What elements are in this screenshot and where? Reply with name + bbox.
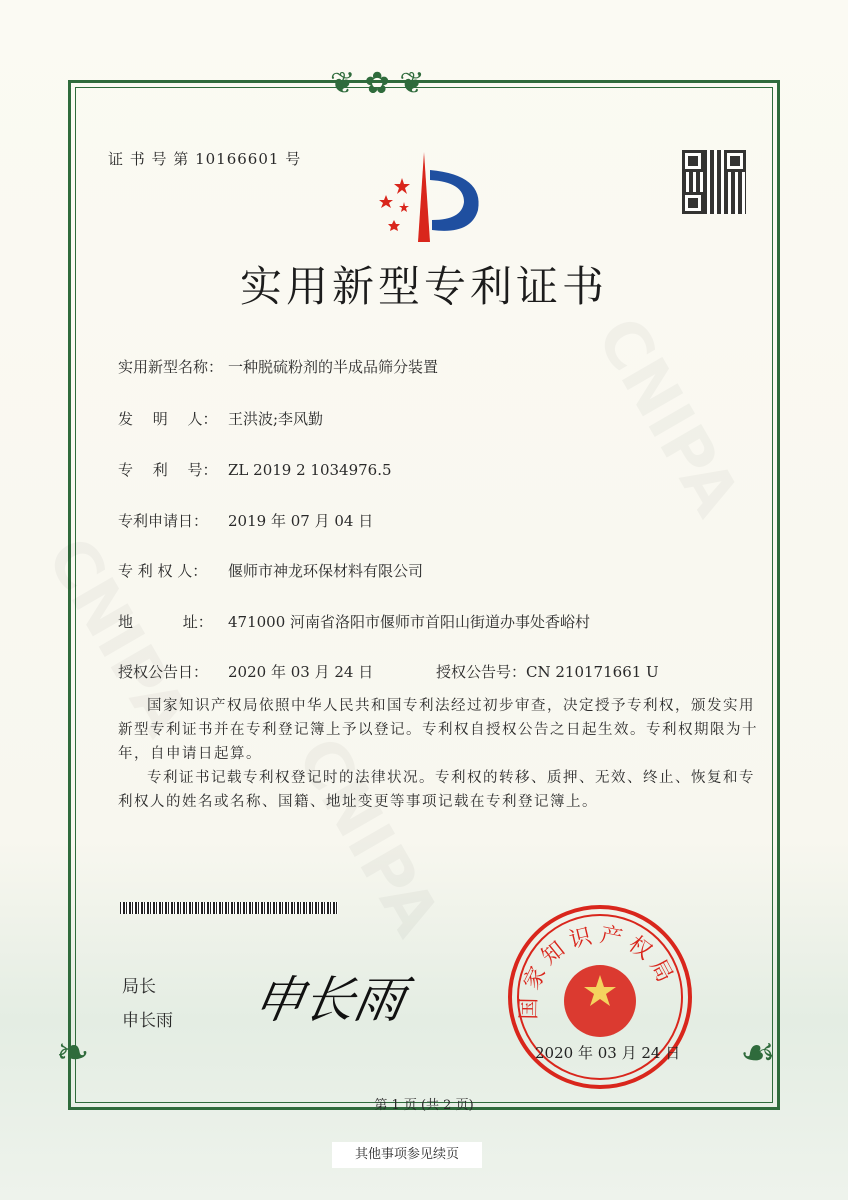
field-patent-number bbox=[118, 459, 392, 480]
qr-code bbox=[682, 150, 746, 214]
field-value: 2020 年 03 月 24 日 bbox=[228, 663, 374, 681]
field-value: 2019 年 07 月 04 日 bbox=[228, 512, 374, 530]
handwritten-signature: 申长雨 bbox=[249, 971, 410, 1029]
ornament-bottom-right: ☙ bbox=[740, 1030, 776, 1076]
field-label: 发 明 人： bbox=[118, 410, 218, 428]
statement-paragraph: 国家知识产权局依照中华人民共和国专利法经过初步审查，决定授予专利权，颁发实用新型专利证书并在专利登记簿上予以登记。专利权自授权公告之日起生效。专利权期限为十年，自申请日起算。 bbox=[118, 698, 758, 762]
field-label: 实用新型名称： bbox=[118, 358, 224, 376]
statement-paragraph: 专利证书记载专利权登记时的法律状况。专利权的转移、质押、无效、终止、恢复和专利权人的姓名或名称、国籍、地址变更等事项记载在专利登记簿上。 bbox=[118, 770, 755, 810]
field-application-date bbox=[118, 510, 373, 531]
page-indicator: 第 1 页 (共 2 页) bbox=[374, 1098, 474, 1113]
field-announcement-number bbox=[436, 661, 659, 682]
field-label: 地 址： bbox=[118, 613, 213, 631]
field-value: 王洪波;李风勤 bbox=[228, 410, 324, 428]
field-label: 专利申请日： bbox=[118, 512, 209, 530]
certificate-title: 实用新型专利证书 bbox=[239, 262, 608, 311]
signatory-title: 局长 bbox=[122, 977, 156, 997]
continuation-note: 其他事项参见续页 bbox=[332, 1142, 482, 1168]
field-address bbox=[118, 611, 590, 632]
field-value: 一种脱硫粉剂的半成品筛分装置 bbox=[228, 358, 439, 376]
field-grant-date bbox=[118, 661, 373, 682]
field-value: ZL 2019 2 1034976.5 bbox=[228, 461, 392, 479]
seal-date: 2020 年 03 月 24 日 bbox=[535, 1044, 681, 1062]
field-label: 专 利 权 人： bbox=[118, 562, 208, 580]
field-value: 偃师市神龙环保材料有限公司 bbox=[228, 562, 424, 580]
barcode bbox=[120, 902, 338, 914]
certificate-number: 证 书 号 第 10166601 号 bbox=[108, 150, 302, 168]
field-inventor bbox=[118, 408, 323, 429]
seal-text: 国家知识产权局 bbox=[516, 922, 680, 1020]
field-value: 471000 河南省洛阳市偃师市首阳山街道办事处香峪村 bbox=[228, 613, 591, 631]
field-value: CN 210171661 U bbox=[526, 663, 659, 681]
field-utility-model-name bbox=[118, 356, 438, 377]
signatory-name: 申长雨 bbox=[122, 1011, 173, 1031]
field-patentee bbox=[118, 560, 423, 581]
ornament-bottom-left: ❧ bbox=[56, 1030, 90, 1076]
field-label: 授权公告号： bbox=[436, 663, 527, 681]
field-label: 授权公告日： bbox=[118, 663, 209, 681]
cnipa-logo-icon bbox=[366, 150, 486, 245]
ornament-top: ❦ ✿ ❦ bbox=[330, 66, 425, 101]
field-label: 专 利 号： bbox=[118, 461, 218, 479]
